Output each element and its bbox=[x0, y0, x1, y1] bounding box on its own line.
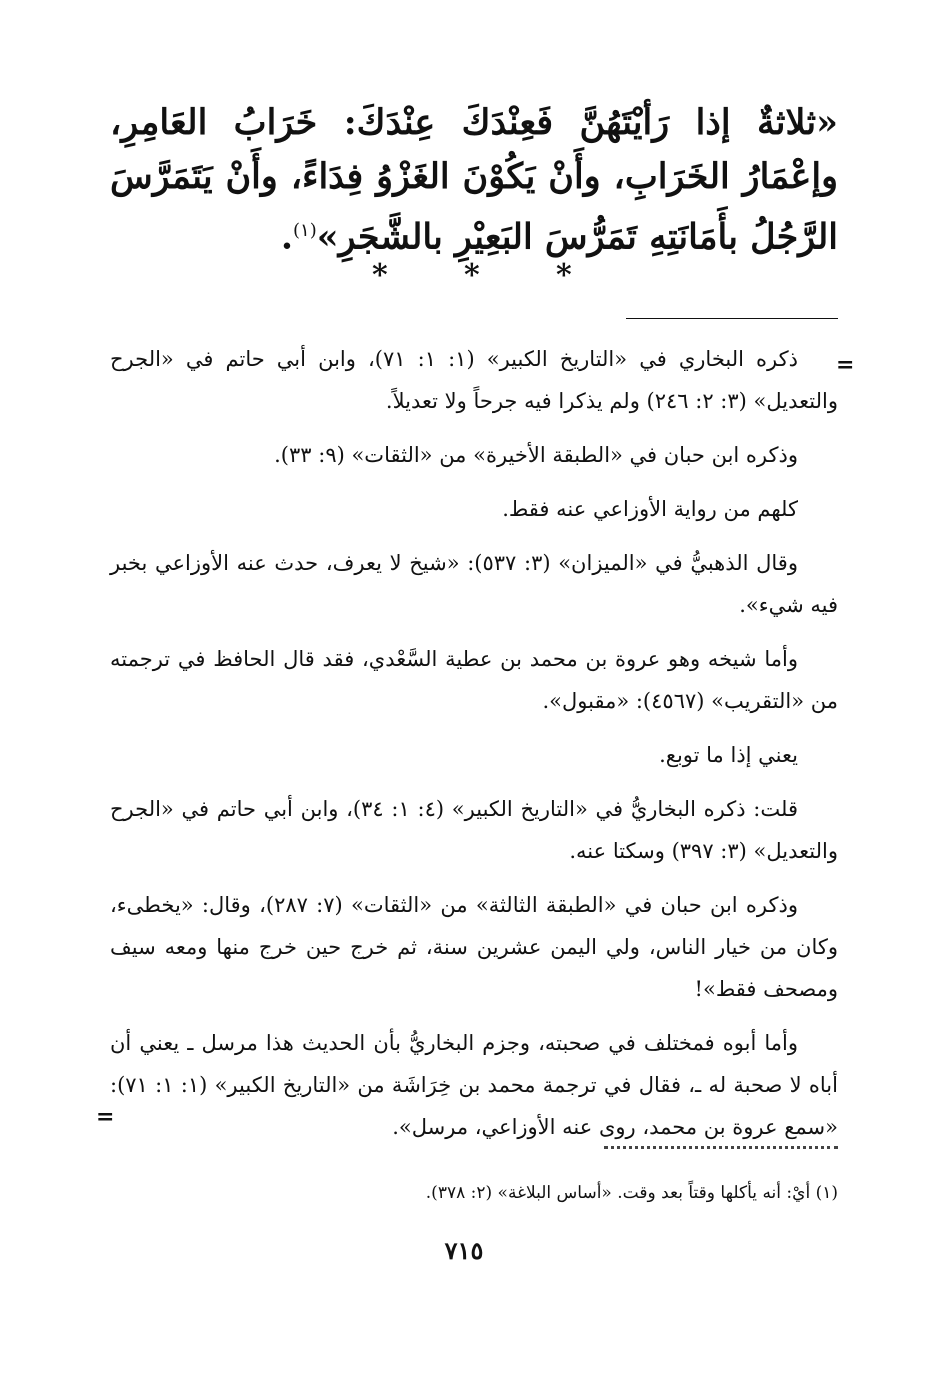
page-number: ٧١٥ bbox=[444, 1236, 484, 1265]
footnote-rule bbox=[626, 318, 838, 319]
separator-star: * bbox=[464, 258, 480, 293]
separator-star: * bbox=[556, 258, 572, 293]
footnote: (١) أيْ: أنه يأكلها وقتاً بعد وقت. «أساس البلاغة» (٢: ٣٧٨). bbox=[425, 1183, 838, 1203]
separator-star: * bbox=[372, 258, 388, 293]
paragraph: وذكره ابن حبان في «الطبقة الأخيرة» من «الثقات» (٩: ٣٣). bbox=[274, 443, 798, 467]
hadith-end: . bbox=[280, 216, 293, 258]
continuation-mark-top: = bbox=[836, 352, 855, 378]
footnote-ref: (١) bbox=[293, 220, 317, 241]
paragraph: كلهم من رواية الأوزاعي عنه فقط. bbox=[502, 497, 798, 521]
footnote-divider bbox=[604, 1146, 838, 1155]
paragraph: وأما شيخه وهو عروة بن محمد بن عطية السَّعْدي، فقد قال الحافظ في ترجمته من «التقريب» (٤٥٦٧): «مقبول». bbox=[110, 647, 838, 713]
paragraph: وذكره ابن حبان في «الطبقة الثالثة» من «الثقات» (٧: ٢٨٧)، وقال: «يخطىء، وكان من خيار الناس، ولي اليمن عشرين سنة، ثم خرج حين خرج منها ومعه سيف ومصحف فقط»! bbox=[110, 893, 838, 1001]
paragraph: وأما أبوه فمختلف في صحبته، وجزم البخاريُّ بأن الحديث هذا مرسل ـ يعني أن أباه لا صحبة له ـ، فقال في ترجمة محمد بن خِرَاشَة من «التاريخ الكبير» (١: ١: ٧١): «سمع عروة بن محمد، روى عنه الأوزاعي، مرسل». bbox=[110, 1031, 838, 1139]
paragraph: قلت: ذكره البخاريُّ في «التاريخ الكبير» (٤: ١: ٣٤)، وابن أبي حاتم في «الجرح والتعديل» (٣: ٣٩٧) وسكتا عنه. bbox=[110, 797, 838, 863]
hadith-main: «ثلاثةٌ إذا رَأيْتَهُنَّ فَعِنْدَكَ عِنْدَكَ: خَرَابُ العَامِرِ، وإعْمَارُ الخَرَابِ، وأَنْ يَكُوْنَ الغَزْوُ فِدَاءً، وأَنْ يَتَمَرَّسَ الرَّجُلُ بأَمَانَتِهِ تَمَرُّسَ البَعِيْرِ بالشَّجَرِ» bbox=[110, 102, 838, 258]
paragraph: وقال الذهبيُّ في «الميزان» (٣: ٥٣٧): «شيخ لا يعرف، حدث عنه الأوزاعي بخبر فيه شيء». bbox=[110, 551, 838, 617]
paragraph: ذكره البخاري في «التاريخ الكبير» (١: ١: ٧١)، وابن أبي حاتم في «الجرح والتعديل» (٣: ٢: ٢٤٦) ولم يذكرا فيه جرحاً ولا تعديلاً. bbox=[110, 347, 838, 413]
continuation-mark-bottom: = bbox=[96, 1104, 115, 1130]
notes-region bbox=[110, 0, 838, 1392]
commentary bbox=[110, 338, 838, 1160]
paragraph: يعني إذا ما توبع. bbox=[659, 743, 798, 767]
